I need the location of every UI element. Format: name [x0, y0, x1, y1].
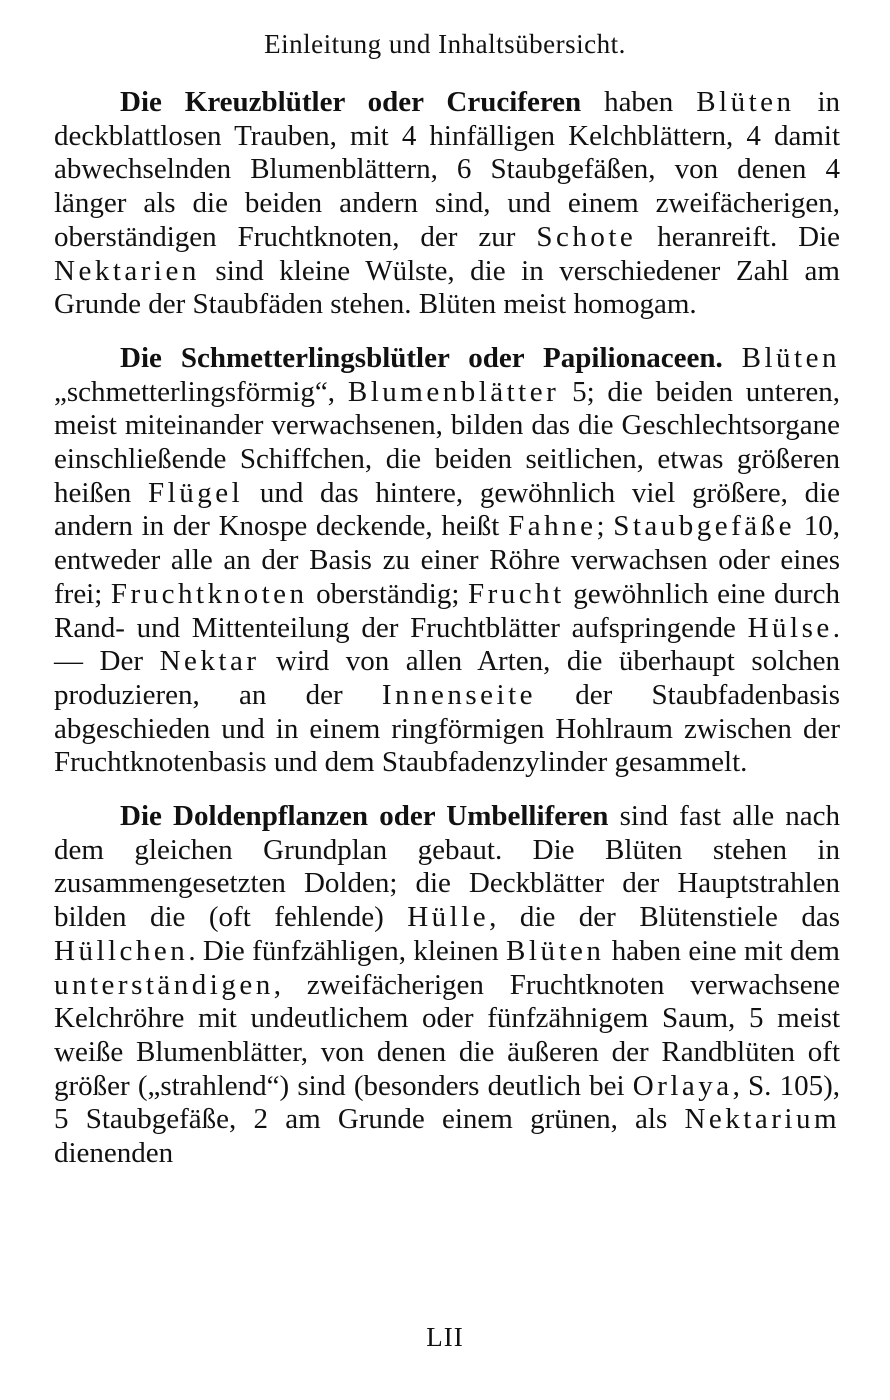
spaced-term: Schote [536, 220, 637, 253]
spaced-term: Blüten [506, 934, 605, 967]
text-run: in deckblattlosen Trauben, mit 4 hinfälligen Kelchblättern, 4 damit abwechselnden Blumenblättern, 6 Staubgefäßen, von denen 4 länger als die beiden andern sind, und einem zweifächerigen, oberständigen Fruchtknoten, der zur [54, 86, 840, 253]
text-run: dienenden [54, 1137, 174, 1170]
text-run: haben eine mit dem [604, 934, 840, 967]
text-run: , S. 105), 5 Staubgefäße, 2 am Grunde einem grünen, als [54, 1069, 840, 1136]
running-head: Einleitung und Inhaltsübersicht. [264, 29, 626, 59]
text-run: ; [596, 510, 614, 543]
spaced-term: Fruchtknoten [110, 577, 308, 610]
spaced-term: Orlaya [632, 1069, 733, 1102]
paragraph-papilionaceen [54, 342, 840, 780]
spaced-term: Fahne [508, 510, 597, 543]
text-run: . — Der [54, 611, 840, 678]
spaced-term: unterständigen [54, 968, 274, 1001]
paragraph-umbelliferen [54, 800, 840, 1171]
spaced-term: Blüten [741, 341, 840, 374]
spaced-term: Hülle [407, 901, 490, 934]
paragraph-heading: Die Doldenpflanzen oder Umbelliferen [120, 800, 609, 833]
spaced-term: Flügel [148, 476, 244, 509]
text-run: 10, entweder alle an der Basis zu einer Röhre verwachsen oder eines frei; [54, 510, 841, 610]
text-run: , die der Blütenstiele das [489, 901, 840, 934]
text-run: 5; die beiden unteren, meist miteinander verwachsenen, bilden das die Geschlechtsorgane einschließende Schiffchen, die beiden seitlichen, etwas größeren heißen [54, 375, 840, 509]
spaced-term: Nektar [159, 645, 260, 678]
paragraph-heading: Die Schmetterlingsblütler oder Papilionaceen. [120, 341, 723, 374]
spaced-term: Blumenblätter [347, 375, 560, 408]
body-text [54, 86, 840, 1191]
text-run: der Staubfadenbasis abgeschieden und in einem ringförmigen Hohlraum zwischen der Fruchtknotenbasis und dem Staubfadenzylinder gesammelt. [54, 678, 840, 779]
text-run: , zweifächerigen Fruchtknoten verwachsene Kelchröhre mit undeutlichem oder fünfzähnigem Saum, 5 meist weiße Blumenblätter, von denen die äußeren der Randblüten oft größer („strahlend“) sind (besonders deutlich bei [54, 968, 840, 1102]
spaced-term: Hülse [747, 611, 833, 644]
text-run: oberständig; [307, 577, 468, 610]
text-run: heranreift. Die [636, 220, 841, 253]
text-run: sind kleine Wülste, die in verschiedener Zahl am Grunde der Staubfäden stehen. Blüten meist homogam. [54, 254, 840, 321]
text-run: „schmetterlingsförmig“, [54, 375, 348, 408]
text-run: . Die fünfzähligen, kleinen [188, 934, 507, 967]
spaced-term: Staubgefäße [613, 510, 796, 543]
text-run: sind fast alle nach dem gleichen Grundplan gebaut. Die Blüten stehen in zusammengesetzten Dolden; die Deckblätter der Hauptstrahlen bilden die (oft fehlende) [54, 800, 840, 934]
text-run: wird von allen Arten, die überhaupt solchen produzieren, an der [54, 645, 840, 711]
spaced-term: Blüten [696, 86, 795, 118]
text-run: gewöhnlich eine durch Rand- und Mittenteilung der Fruchtblätter aufspringende [54, 577, 840, 644]
spaced-term: Hüllchen [54, 934, 189, 967]
spaced-term: Nektarium [684, 1103, 840, 1136]
spaced-term: Innenseite [381, 678, 537, 711]
spaced-term: Nektarien [54, 254, 200, 287]
paragraph-heading: Die Kreuzblütler oder Cruciferen [120, 86, 582, 118]
text-run: haben [581, 86, 697, 118]
spaced-term: Frucht [467, 577, 565, 610]
page-number: LII [426, 1322, 464, 1352]
text-run [723, 342, 742, 374]
paragraph-cruciferen [54, 86, 840, 322]
text-run: und das hintere, gewöhnlich viel größere, die andern in der Knospe deckende, heißt [54, 476, 840, 543]
